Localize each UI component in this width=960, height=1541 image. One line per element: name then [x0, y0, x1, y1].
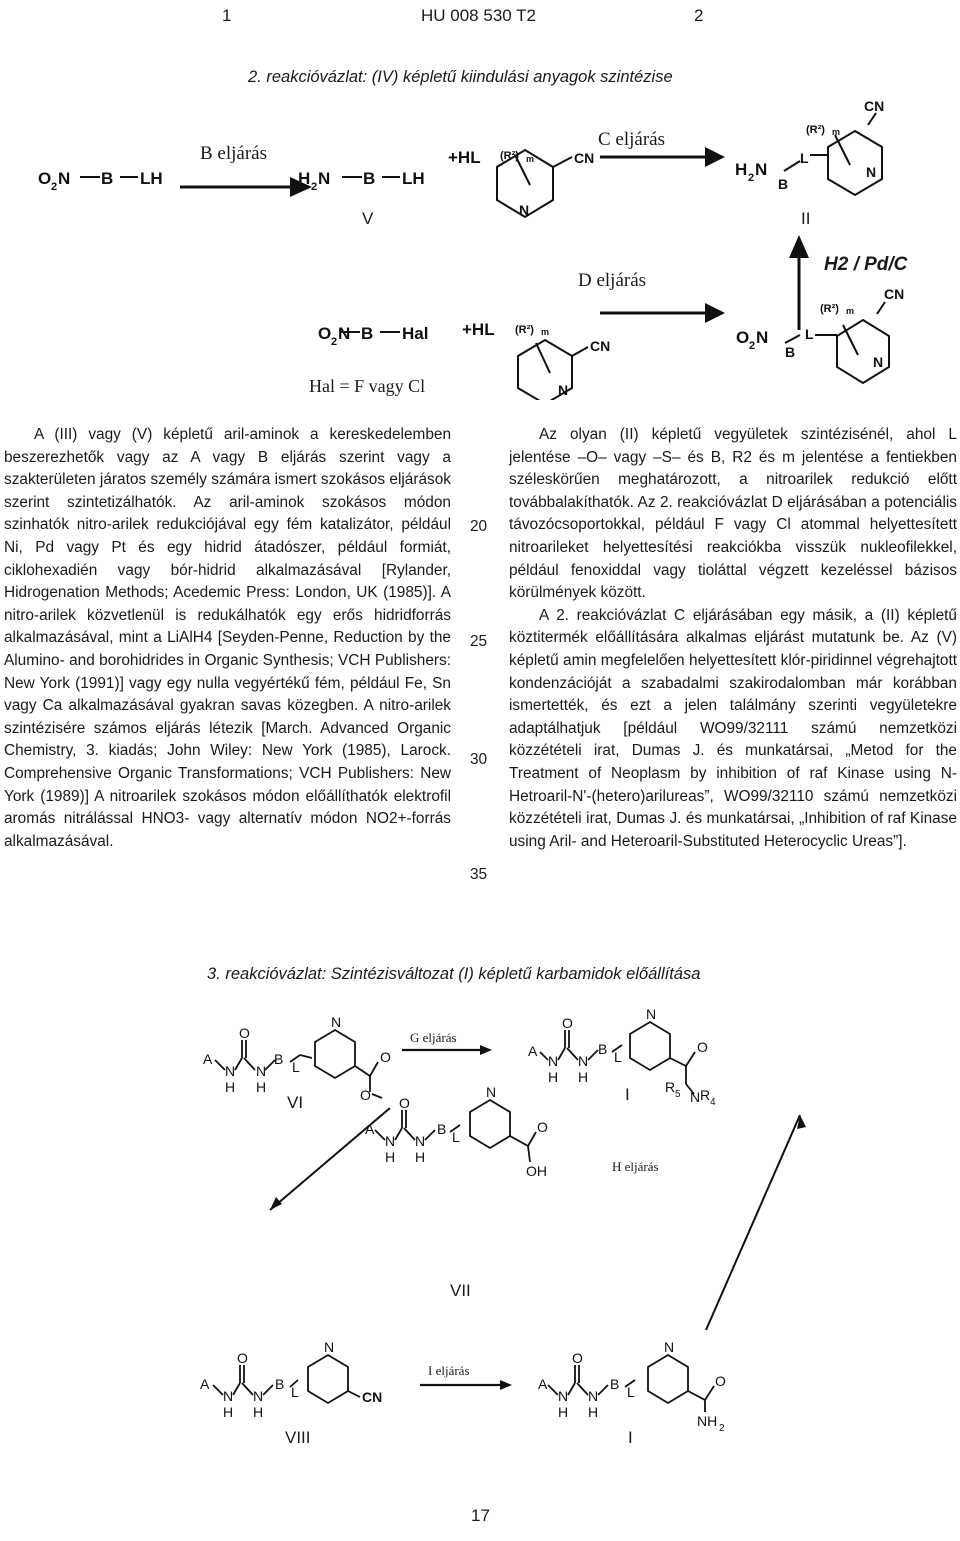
left-paragraph-1: A (III) vagy (V) képletű aril-aminok a kereskedelemben beszerezhetők vagy az A vagy B eljárás szerint vagy a szakterületen járatos személy számára ismert szokásos eljárások szerint szintetizálhatók. Az aril-aminok szokásos módon szinhatók nitro-arilek redukciójával egy fém katalizátor, például Ni, Pd vagy Pt és egy hidrid átadószer, például formiát, ciklohexadién vagy bór-hidrid alkalmazásával [Rylander, Hidrogenation Methods; Acedemic Press: London, UK (1985)]. A nitro-arilek közvetlenül is redukálhatók egy erős hidridforrás alkalmazásával, mint a LiAlH4 [Seyden-Penne, Reduction by the Alumino- and borohidrides in Organic Synthesis; VCH Publishers: New York (1991)] vagy egy nulla vegyértékű fém, például Fe, Sn vagy Ca alkalmazásával gyakran savas közegben. A nitro-arilek szintézisére számos eljárás létezik [March. Advanced Organic Chemistry, 3. kiadás; John Wiley: New York (1985), Larock. Comprehensive Organic Transformations; VCH Publishers: New York (1989)] A nitroarilek szokásos módon előállíthatók elektrofil aromás nitrálással HNO3- vagy alternatív módon NO2+-forrás alkalmazásával.: [4, 426, 451, 850]
svg-text:L: L: [292, 1059, 300, 1075]
svg-text:N: N: [548, 1053, 559, 1069]
svg-text:N: N: [256, 1063, 267, 1079]
svg-text:L: L: [800, 150, 809, 166]
right-paragraph-1: Az olyan (II) képletű vegyületek szintézisénél, ahol L jelentése –O– vagy –S– és B, R2 és m jelentése a fentiekben széleskörűen meghatározott, a nitroarilek redukció előtt továbbalakíthatók. Az 2. reakcióvázlat D eljárásában a potenciális távozócsoportokkal, például F vagy Cl atommal helyettesített nitroarileket helyettesítési reakciókba visszük nukleofilekkel, például fenoxiddal vagy tioláttal végzett kezeléssel bázisos körülmények között.: [509, 426, 957, 602]
right-column: [509, 424, 957, 853]
hal-note: Hal = F vagy Cl: [309, 376, 426, 396]
svg-text:B: B: [598, 1041, 608, 1057]
svg-text:+HL: +HL: [462, 320, 495, 339]
svg-text:O: O: [237, 1350, 248, 1366]
svg-text:N: N: [690, 1089, 701, 1105]
svg-text:L: L: [805, 326, 814, 342]
svg-text:OH: OH: [526, 1163, 547, 1179]
svg-text:O: O: [537, 1119, 548, 1135]
svg-text:L: L: [627, 1384, 635, 1400]
svg-text:5: 5: [675, 1089, 681, 1100]
svg-text:N: N: [385, 1133, 396, 1149]
svg-text:N: N: [58, 169, 71, 188]
svg-text:H: H: [225, 1079, 236, 1095]
svg-text:LH: LH: [140, 169, 163, 188]
svg-text:O: O: [736, 328, 750, 347]
svg-text:(R²): (R²): [515, 324, 534, 336]
svg-text:Hal: Hal: [402, 324, 429, 343]
svg-text:N: N: [486, 1084, 497, 1100]
left-column: [4, 424, 451, 853]
svg-text:B: B: [361, 324, 374, 343]
svg-text:N: N: [578, 1053, 589, 1069]
svg-text:2: 2: [719, 1423, 725, 1434]
svg-text:NH: NH: [697, 1413, 718, 1429]
svg-text:m: m: [541, 327, 550, 337]
svg-text:O: O: [715, 1373, 726, 1389]
svg-text:2: 2: [748, 172, 755, 184]
svg-text:m: m: [846, 306, 855, 316]
svg-text:N: N: [755, 160, 768, 179]
svg-text:H: H: [415, 1149, 426, 1165]
svg-text:N: N: [324, 1339, 335, 1355]
line-number-30: 30: [470, 751, 488, 768]
svg-text:O: O: [697, 1039, 708, 1055]
svg-text:CN: CN: [362, 1389, 383, 1405]
h-method-label: H eljárás: [612, 1159, 659, 1174]
svg-text:N: N: [664, 1339, 675, 1355]
svg-text:R: R: [700, 1087, 711, 1103]
column-number-right: 2: [694, 6, 704, 25]
svg-text:N: N: [338, 324, 351, 343]
svg-text:B: B: [275, 1376, 285, 1392]
scheme-2-title: 2. reakcióvázlat: (IV) képletű kiindulási anyagok szintézise: [248, 68, 673, 86]
svg-text:O: O: [572, 1350, 583, 1366]
svg-text:A: A: [528, 1043, 538, 1059]
svg-text:H: H: [578, 1069, 589, 1085]
svg-text:O: O: [562, 1015, 573, 1031]
svg-text:H: H: [588, 1404, 599, 1420]
svg-text:N: N: [588, 1388, 599, 1404]
compound-label-II: II: [801, 209, 811, 228]
svg-text:H: H: [223, 1404, 234, 1420]
svg-text:H: H: [253, 1404, 264, 1420]
line-number-20: 20: [470, 518, 488, 535]
svg-text:H: H: [385, 1149, 396, 1165]
b-method-label: B eljárás: [200, 143, 268, 164]
g-method-label: G eljárás: [410, 1030, 457, 1045]
svg-text:(R²): (R²): [806, 124, 825, 136]
svg-text:N: N: [866, 164, 877, 180]
svg-text:O: O: [38, 169, 52, 188]
line-number-35: 35: [470, 866, 488, 883]
right-paragraph-2: A 2. reakcióvázlat C eljárásában egy másik, a (II) képletű köztitermék előállítására alkalmas eljárást mutatunk be. Az (V) képletű amin megfelelően helyettesített klór-piridinnel végrehajtott kondenzációját a szabadalmi szakirodalomban már korábban ismertették, és ezt a jelen találmány szerinti vegyületekre adaptálhatjuk [például WO99/32111 számú nemzetközi közzétételi irat, Dumas J. és munkatársai, „Metod for the Treatment of Neoplasm by inhibition of raf Kinase using N-Hetroaril-N'-(hetero)arilureas”, WO99/32110 számú nemzetközi közzétételi irat, Dumas J. és munkatársai, „Inhibition of raf Kinase using Aril- and Heteroaril-Substituted Heterocyclic Ureas”].: [509, 606, 957, 850]
svg-text:CN: CN: [574, 150, 595, 166]
patent-number: HU 008 530 T2: [421, 6, 536, 25]
svg-text:O: O: [360, 1087, 371, 1103]
compound-label-VI: VI: [287, 1093, 304, 1112]
compound-label-I-bottom: I: [628, 1428, 633, 1447]
svg-text:(R²): (R²): [820, 303, 839, 315]
scheme-3-title: 3. reakcióvázlat: Szintézisváltozat (I) képletű karbamidok előállítása: [207, 965, 701, 983]
scheme-2-diagram: [0, 95, 960, 400]
svg-text:A: A: [203, 1051, 213, 1067]
svg-text:LH: LH: [402, 169, 425, 188]
page-number: 17: [471, 1506, 490, 1525]
svg-text:B: B: [437, 1121, 447, 1137]
svg-text:2: 2: [331, 336, 338, 348]
svg-text:H: H: [298, 169, 311, 188]
svg-text:A: A: [538, 1376, 548, 1392]
svg-text:N: N: [756, 328, 769, 347]
svg-text:N: N: [318, 169, 331, 188]
svg-text:CN: CN: [884, 286, 905, 302]
svg-text:O: O: [239, 1025, 250, 1041]
svg-text:H: H: [548, 1069, 559, 1085]
svg-text:CN: CN: [590, 338, 611, 354]
svg-text:4: 4: [710, 1097, 716, 1108]
svg-text:L: L: [452, 1129, 460, 1145]
c-method-label: C eljárás: [598, 129, 666, 150]
compound-label-VII: VII: [450, 1281, 471, 1300]
svg-text:(R²): (R²): [500, 150, 519, 162]
svg-text:B: B: [101, 169, 114, 188]
svg-text:N: N: [331, 1014, 342, 1030]
compound-label-VIII: VIII: [285, 1428, 311, 1447]
compound-label-V: V: [362, 209, 374, 228]
svg-text:CN: CN: [864, 98, 885, 114]
svg-text:B: B: [363, 169, 376, 188]
svg-text:L: L: [291, 1384, 299, 1400]
svg-text:N: N: [519, 202, 530, 218]
svg-text:N: N: [223, 1388, 234, 1404]
svg-text:H: H: [256, 1079, 267, 1095]
column-number-left: 1: [222, 6, 232, 25]
svg-text:H: H: [558, 1404, 569, 1420]
svg-text:N: N: [558, 1388, 569, 1404]
svg-text:B: B: [274, 1051, 284, 1067]
svg-text:N: N: [558, 382, 569, 398]
compound-label-I-top: I: [625, 1085, 630, 1104]
i-method-label: I eljárás: [428, 1363, 470, 1378]
svg-text:m: m: [526, 154, 535, 164]
svg-text:B: B: [785, 344, 796, 360]
svg-text:A: A: [365, 1121, 375, 1137]
d-method-label: D eljárás: [578, 270, 647, 291]
h2-pdc-label: H2 / Pd/C: [824, 254, 908, 275]
svg-text:N: N: [646, 1006, 657, 1022]
svg-text:+HL: +HL: [448, 148, 481, 167]
svg-text:N: N: [253, 1388, 264, 1404]
line-number-25: 25: [470, 633, 488, 650]
svg-text:N: N: [225, 1063, 236, 1079]
svg-text:B: B: [778, 176, 789, 192]
svg-text:A: A: [200, 1376, 210, 1392]
svg-text:2: 2: [311, 181, 318, 193]
svg-text:L: L: [614, 1049, 622, 1065]
svg-text:O: O: [399, 1095, 410, 1111]
svg-text:2: 2: [749, 340, 756, 352]
svg-text:N: N: [415, 1133, 426, 1149]
svg-text:H: H: [735, 160, 748, 179]
svg-text:m: m: [832, 127, 841, 137]
svg-text:2: 2: [51, 181, 58, 193]
scheme-3-diagram: [0, 1000, 960, 1460]
svg-text:B: B: [610, 1376, 620, 1392]
svg-text:O: O: [380, 1049, 391, 1065]
svg-text:R: R: [665, 1079, 676, 1095]
svg-text:O: O: [318, 324, 332, 343]
svg-text:N: N: [873, 354, 884, 370]
